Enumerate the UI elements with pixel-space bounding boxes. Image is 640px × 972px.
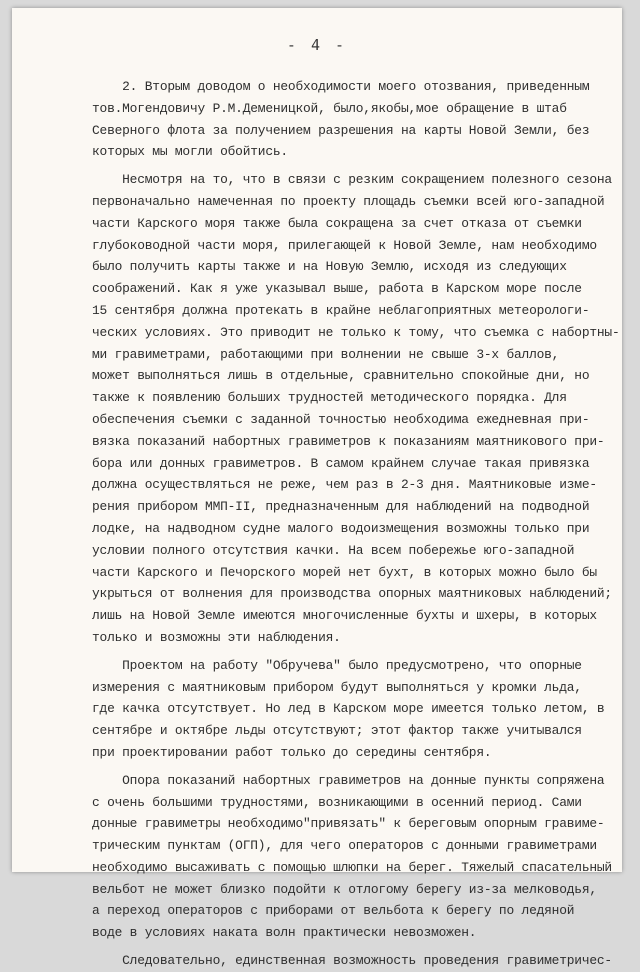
text-line: воде в условиях наката волн практически невозможен. [92, 925, 477, 941]
text-line: с очень большими трудностями, возникающими в осенний период. Сами [92, 794, 582, 810]
paragraph [92, 169, 620, 649]
text-line: при проектировании работ только до середины сентября. [92, 744, 492, 760]
document-body [92, 76, 620, 972]
paragraph [92, 770, 612, 944]
text-line: а переход операторов с приборами от вельбота к берегу по ледяной [92, 903, 575, 919]
text-line: также к появлению больших трудностей методического порядка. Для [92, 390, 567, 406]
text-line: необходимо высаживать с помощью шлюпки на берег. Тяжелый спасательный [92, 859, 612, 875]
text-line: 2. Вторым доводом о необходимости моего отозвания, приведенным [92, 79, 590, 94]
text-line: было получить карты также и на Новую Землю, исходя из следующих [92, 259, 567, 275]
text-line: лодке, на надводном судне малого водоизмещения возможны только при [92, 520, 590, 536]
text-line: условии полного отсутствия качки. На всем побережье юго-западной [92, 542, 575, 558]
text-line: части Карского и Печорского морей нет бухт, в которых можно было бы [92, 564, 597, 580]
text-line: трическим пунктам (ОГП), для чего операторов с донными гравиметрами [92, 838, 597, 854]
paragraph [92, 76, 612, 163]
text-line: Несмотря на то, что в связи с резким сокращением полезного сезона [92, 172, 612, 188]
paragraph [92, 655, 612, 764]
text-line: Следовательно, единственная возможность проведения гравиметричес- [92, 953, 612, 969]
text-line: обеспечения съемки с заданной точностью необходима ежедневная при- [92, 411, 590, 427]
text-line: соображений. Как я уже указывал выше, работа в Карском море после [92, 281, 582, 297]
text-line: может выполняться лишь в отдельные, сравнительно спокойные дни, но [92, 368, 590, 384]
text-line: ческих условиях. Это приводит не только к тому, что съемка с набортны- [92, 324, 620, 340]
text-line: только и возможны эти наблюдения. [92, 629, 341, 645]
text-line: лишь на Новой Земле имеются многочисленные бухты и шхеры, в которых [92, 608, 597, 624]
text-line: вязка показаний набортных гравиметров к показаниям маятникового при- [92, 433, 605, 449]
text-line: которых мы могли обойтись. [92, 144, 288, 160]
text-line: донные гравиметры необходимо"привязать" к береговым опорным гравиме- [92, 816, 605, 832]
text-line: где качка отсутствует. Но лед в Карском море имеется только летом, в [92, 701, 605, 717]
text-line: 15 сентября должна протекать в крайне неблагоприятных метеорологи- [92, 302, 590, 318]
text-line: части Карского моря также была сокращена за счет отказа от съемки [92, 215, 582, 231]
text-line: Северного флота за получением разрешения на карты Новой Земли, без [92, 122, 590, 138]
page-number: - 4 - [286, 36, 348, 54]
text-line: рения прибором ММП-II, предназначенным для наблюдений на подводной [92, 499, 590, 515]
text-line: ми гравиметрами, работающими при волнении не свыше 3-х баллов, [92, 346, 560, 362]
text-line: бора или донных гравиметров. В самом крайнем случае такая привязка [92, 455, 590, 471]
text-line: Проектом на работу "Обручева" было предусмотрено, что опорные [92, 657, 582, 673]
text-line: укрыться от волнения для производства опорных маятниковых наблюдений; [92, 586, 612, 602]
paragraph [92, 950, 612, 972]
text-line: тов.Могендовичу Р.М.Деменицкой, было,якобы,мое обращение в штаб [92, 100, 567, 116]
text-line: первоначально намеченная по проекту площадь съемки всей юго-западной [92, 193, 605, 209]
text-line: измерения с маятниковым прибором будут выполняться у кромки льда, [92, 679, 582, 695]
text-line: должна осуществляться не реже, чем раз в 2-3 дня. Маятниковые изме- [92, 477, 597, 493]
text-line: глубоководной части моря, прилегающей к Новой Земле, нам необходимо [92, 237, 597, 253]
text-line: вельбот не может близко подойти к отлогому берегу из-за мелководья, [92, 881, 597, 897]
text-line: Опора показаний набортных гравиметров на донные пункты сопряжена [92, 772, 605, 788]
document-page [12, 8, 622, 969]
text-line: сентябре и октябре льды отсутствуют; этот фактор также учитывался [92, 723, 582, 739]
